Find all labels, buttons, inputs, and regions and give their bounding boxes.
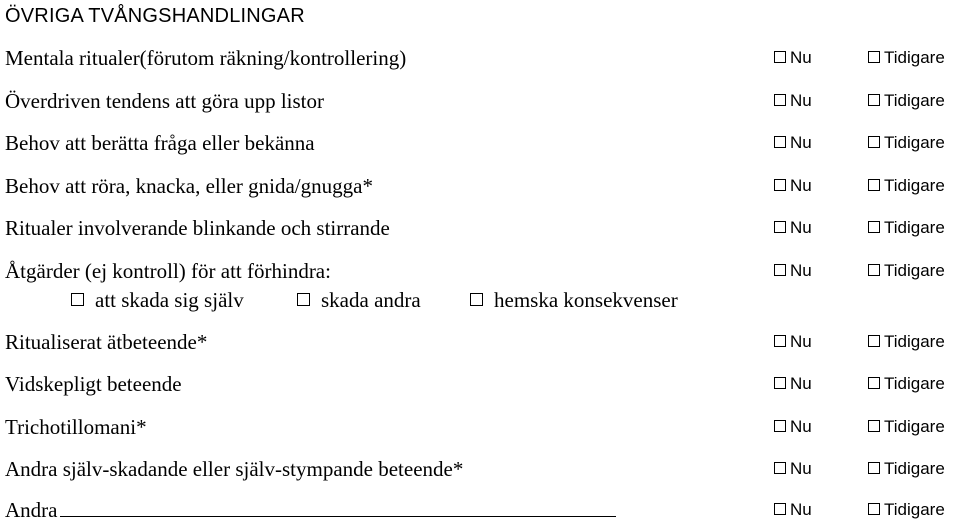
checkbox-icon[interactable] [868, 420, 880, 432]
checkbox-icon[interactable] [868, 179, 880, 191]
row-label: Överdriven tendens att göra upp listor [5, 89, 324, 113]
checkbox-icon[interactable] [868, 335, 880, 347]
previous-checkbox-option[interactable]: Tidigare [868, 327, 945, 357]
checkbox-icon[interactable] [868, 503, 880, 515]
now-checkbox-option[interactable]: Nu [774, 369, 812, 399]
compulsion-row [0, 369, 960, 399]
checkbox-icon[interactable] [774, 94, 786, 106]
previous-checkbox-option[interactable]: Tidigare [868, 171, 945, 201]
previous-checkbox-option[interactable]: Tidigare [868, 128, 945, 158]
row-label: Vidskepligt beteende [5, 372, 182, 396]
previous-checkbox-option[interactable]: Tidigare [868, 86, 945, 116]
compulsion-row [0, 454, 960, 484]
checkbox-icon[interactable] [774, 335, 786, 347]
row-label: Andra [5, 495, 616, 525]
row-label: Åtgärder (ej kontroll) för att förhindra: [5, 259, 331, 283]
form-title: ÖVRIGA TVÅNGSHANDLINGAR [5, 5, 305, 27]
row-label: Trichotillomani* [5, 415, 147, 439]
previous-checkbox-option[interactable]: Tidigare [868, 43, 945, 73]
compulsion-row [0, 128, 960, 158]
checkbox-icon[interactable] [868, 264, 880, 276]
now-checkbox-option[interactable]: Nu [774, 86, 812, 116]
now-checkbox-option[interactable]: Nu [774, 256, 812, 286]
compulsion-row [0, 43, 960, 73]
checkbox-icon[interactable] [774, 462, 786, 474]
now-checkbox-option[interactable]: Nu [774, 495, 812, 525]
checkbox-icon[interactable] [71, 293, 84, 306]
now-checkbox-option[interactable]: Nu [774, 171, 812, 201]
checkbox-icon[interactable] [868, 136, 880, 148]
checkbox-icon[interactable] [868, 221, 880, 233]
checkbox-icon[interactable] [774, 264, 786, 276]
previous-checkbox-option[interactable]: Tidigare [868, 213, 945, 243]
checkbox-icon[interactable] [868, 462, 880, 474]
compulsion-row [0, 171, 960, 201]
other-write-in-line[interactable] [60, 498, 616, 517]
checkbox-icon[interactable] [868, 51, 880, 63]
row-label: Andra själv-skadande eller själv-stympande beteende* [5, 457, 464, 481]
checkbox-icon[interactable] [297, 293, 310, 306]
checkbox-icon[interactable] [774, 377, 786, 389]
checkbox-icon[interactable] [470, 293, 483, 306]
previous-checkbox-option[interactable]: Tidigare [868, 454, 945, 484]
previous-checkbox-option[interactable]: Tidigare [868, 369, 945, 399]
row-label: Mentala ritualer(förutom räkning/kontrollering) [5, 46, 407, 70]
now-checkbox-option[interactable]: Nu [774, 43, 812, 73]
compulsion-row [0, 213, 960, 243]
previous-checkbox-option[interactable]: Tidigare [868, 495, 945, 525]
previous-checkbox-option[interactable]: Tidigare [868, 256, 945, 286]
now-checkbox-option[interactable]: Nu [774, 454, 812, 484]
row-label: Ritualiserat ätbeteende* [5, 330, 208, 354]
checkbox-icon[interactable] [774, 503, 786, 515]
compulsion-row-other [0, 495, 960, 525]
checkbox-icon[interactable] [774, 420, 786, 432]
now-checkbox-option[interactable]: Nu [774, 327, 812, 357]
checkbox-icon[interactable] [868, 94, 880, 106]
sub-option-self-harm[interactable]: att skada sig själv [71, 285, 244, 315]
compulsion-row [0, 327, 960, 357]
now-checkbox-option[interactable]: Nu [774, 213, 812, 243]
compulsion-row [0, 256, 960, 286]
checkbox-icon[interactable] [774, 179, 786, 191]
row-label: Behov att berätta fråga eller bekänna [5, 131, 315, 155]
checkbox-icon[interactable] [774, 136, 786, 148]
prevention-sub-options [0, 285, 960, 315]
row-label: Ritualer involverande blinkande och stirrande [5, 216, 390, 240]
previous-checkbox-option[interactable]: Tidigare [868, 412, 945, 442]
now-checkbox-option[interactable]: Nu [774, 412, 812, 442]
now-checkbox-option[interactable]: Nu [774, 128, 812, 158]
sub-option-terrible-consequences[interactable]: hemska konsekvenser [470, 285, 678, 315]
checkbox-icon[interactable] [868, 377, 880, 389]
row-label: Behov att röra, knacka, eller gnida/gnugga* [5, 174, 373, 198]
compulsion-row [0, 86, 960, 116]
sub-option-harm-others[interactable]: skada andra [297, 285, 421, 315]
compulsion-row [0, 412, 960, 442]
checkbox-icon[interactable] [774, 221, 786, 233]
checkbox-icon[interactable] [774, 51, 786, 63]
